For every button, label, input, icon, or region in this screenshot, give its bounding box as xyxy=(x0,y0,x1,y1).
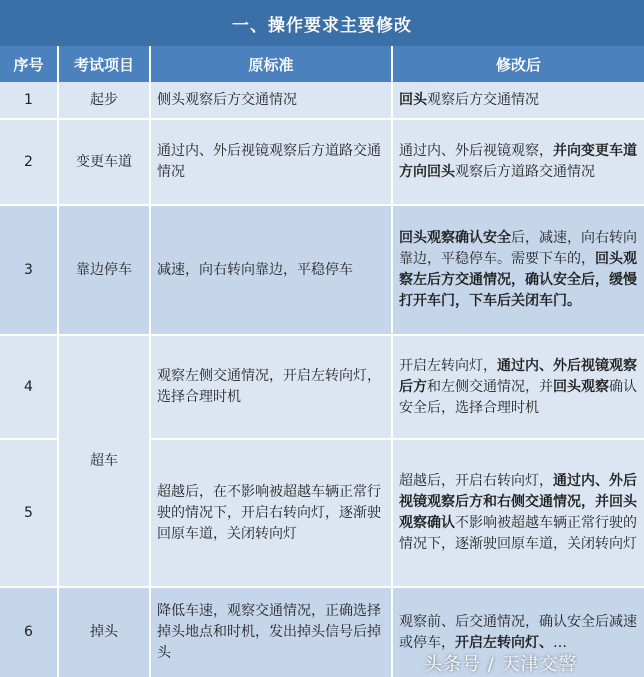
row-item: 超车 xyxy=(90,452,118,469)
column-divider xyxy=(57,46,59,677)
modified-text-run: … xyxy=(553,634,567,651)
table-title: 一、操作要求主要修改 xyxy=(0,0,644,46)
modified-text-run: 观察前、后交通情况，确认安全后减速或停车， xyxy=(399,613,637,651)
row-modified xyxy=(393,120,644,204)
row-num: 4 xyxy=(24,378,33,395)
modified-text-run: 通过内、外后视镜观察后方 xyxy=(399,357,637,395)
column-divider xyxy=(391,46,393,677)
modified-text-run: 开启左转向灯， xyxy=(399,357,497,374)
row-num: 6 xyxy=(24,624,33,640)
modified-text-run: 和左侧交通情况，并 xyxy=(427,378,553,395)
header-modified: 修改后 xyxy=(495,55,541,74)
row-item: 掉头 xyxy=(90,624,118,640)
row-original: 减速，向右转向靠边，平稳停车 xyxy=(157,261,353,278)
modified-text-run: 超越后，开启右转向灯， xyxy=(399,473,553,489)
row-modified xyxy=(393,440,644,586)
row-item: 靠边停车 xyxy=(76,261,132,278)
row-item: 起步 xyxy=(90,91,118,108)
row-original: 观察左侧交通情况，开启左转向灯，选择合理时机 xyxy=(157,368,381,405)
row-modified xyxy=(393,206,644,334)
row-num: 2 xyxy=(24,153,33,170)
table-header xyxy=(0,46,644,82)
modified-text-run: 观察后方交通情况 xyxy=(427,91,539,108)
watermark: 头条号 / 天津交警 xyxy=(424,654,578,675)
merged-item-cell xyxy=(59,336,149,586)
modified-text-run: 并向变更车道方向回头 xyxy=(399,143,637,180)
modified-text-run: 不影响被超越车辆正常行驶的情况下，逐渐驶回原车道，关闭转向灯 xyxy=(399,515,637,552)
header-item: 考试项目 xyxy=(73,55,134,74)
row-original: 超越后，在不影响被超越车辆正常行驶的情况下，开启右转向灯，逐渐驶回原车道，关闭转向灯 xyxy=(157,483,381,542)
header-num: 序号 xyxy=(13,55,44,74)
row-num: 1 xyxy=(24,91,33,108)
modified-text-run: 后，减速，向右转向靠边，平稳停车。需要下车的， xyxy=(399,230,637,267)
row-original: 降低车速，观察交通情况，正确选择掉头地点和时机，发出掉头信号后掉头 xyxy=(157,603,381,661)
modified-text-run: 回头观察 xyxy=(553,378,609,395)
row-num: 3 xyxy=(24,261,33,278)
row-num: 5 xyxy=(24,504,33,521)
row-modified xyxy=(393,336,644,438)
modified-text-run: 观察后方道路交通情况 xyxy=(455,164,595,180)
modified-text-run: 回头观察确认安全 xyxy=(399,230,511,246)
modified-text-run: 确认安全后，选择合理时机 xyxy=(399,378,637,416)
table-row xyxy=(0,206,644,334)
row-item: 变更车道 xyxy=(76,153,132,170)
header-original: 原标准 xyxy=(248,55,294,74)
table-row xyxy=(0,82,644,118)
table-row xyxy=(0,120,644,204)
modified-text-run: 通过内、外后视镜观察， xyxy=(399,143,553,159)
modified-text-run: 通过内、外后视镜观察后方和右侧交通情况，并回头观察确认 xyxy=(399,473,637,531)
modified-text-run: 回头观察左后方交通情况，确认安全后，缓慢打开车门，下车后关闭车门。 xyxy=(399,251,637,309)
row-original: 通过内、外后视镜观察后方道路交通情况 xyxy=(157,143,381,180)
row-original: 侧头观察后方交通情况 xyxy=(157,91,297,108)
modified-text-run: 回头 xyxy=(399,91,427,108)
modified-text-run: 开启左转向灯、 xyxy=(455,634,553,651)
row-modified xyxy=(393,82,644,118)
column-divider xyxy=(149,46,151,677)
